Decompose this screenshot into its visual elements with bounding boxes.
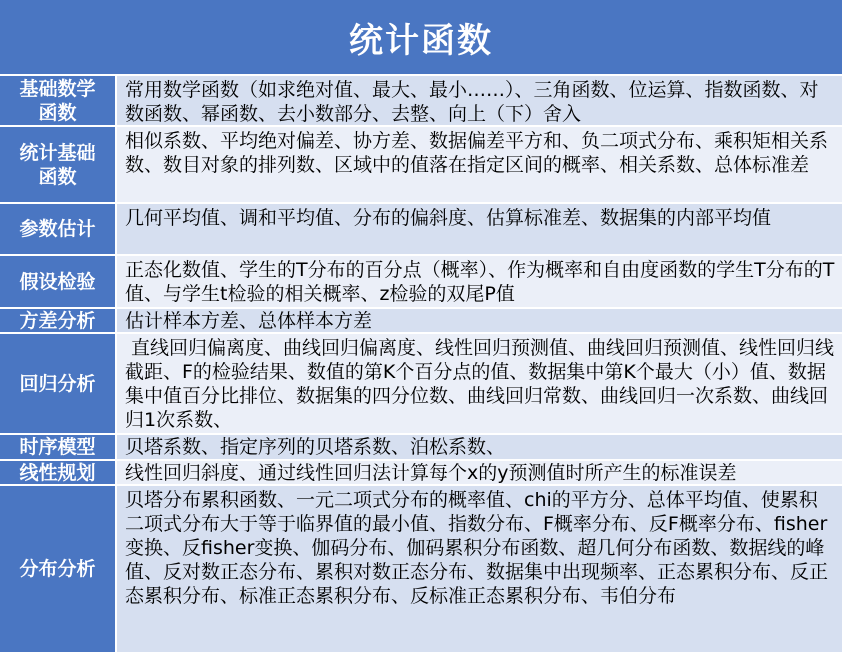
row-label: 时序模型 (0, 435, 117, 459)
table-row (0, 486, 842, 652)
row-content: 几何平均值、调和平均值、分布的偏斜度、估算标准差、数据集的内部平均值 (125, 207, 772, 229)
title-row (0, 0, 842, 76)
table-row (0, 435, 842, 461)
row-label: 回归分析 (0, 334, 117, 433)
row-label: 参数估计 (0, 204, 117, 254)
table-title: 统计函数 (349, 20, 493, 61)
row-label: 基础数学函数 (0, 76, 117, 125)
row-label: 线性规划 (0, 461, 117, 484)
table-row (0, 127, 842, 204)
row-label: 分布分析 (0, 486, 117, 652)
row-content: 线性回归斜度、通过线性回归法计算每个x的y预测值时所产生的标准误差 (125, 462, 737, 484)
row-label: 假设检验 (0, 256, 117, 307)
row-label: 统计基础函数 (0, 127, 117, 202)
row-content: 相似系数、平均绝对偏差、协方差、数据偏差平方和、负二项式分布、乘积矩相关系数、数目对象的排列数、区域中的值落在指定区间的概率、相关系数、总体标准差 (125, 130, 829, 176)
row-content: 正态化数值、学生的T分布的百分点（概率）、作为概率和自由度函数的学生T分布的T值、与学生t检验的相关概率、z检验的双尾P值 (125, 259, 835, 305)
row-content: 常用数学函数（如求绝对值、最大、最小……）、三角函数、位运算、指数函数、对数函数、幂函数、去小数部分、去整、向上（下）舍入 (125, 79, 819, 125)
table-row (0, 204, 842, 256)
row-content: 贝塔系数、指定序列的贝塔系数、泊松系数、 (125, 436, 506, 458)
table-row (0, 256, 842, 309)
row-content: 估计样本方差、总体样本方差 (125, 310, 373, 332)
table-row (0, 76, 842, 127)
row-label: 方差分析 (0, 309, 117, 332)
row-content: 贝塔分布累积函数、一元二项式分布的概率值、chi的平方分、总体平均值、使累积二项式分布大于等于临界值的最小值、指数分布、F概率分布、反F概率分布、fisher变换、反fisher变换、伽码分布、伽码累积分布函数、超几何分布函数、数据线的峰值、反对数正态分布、累积对数正态分布、数据集中出现频率、正态累积分布、反正态累积分布、标准正态累积分布、反标准正态累积分布、韦伯分布 (125, 489, 829, 607)
row-content: 直线回归偏离度、曲线回归偏离度、线性回归预测值、曲线回归预测值、线性回归线截距、F的检验结果、数值的第K个百分点的值、数据集中第K个最大（小）值、数据集中值百分比排位、数据集的四分位数、曲线回归常数、曲线回归一次系数、曲线回归1次系数、 (125, 337, 835, 431)
table-row (0, 461, 842, 486)
table-row (0, 309, 842, 334)
table-row (0, 334, 842, 435)
